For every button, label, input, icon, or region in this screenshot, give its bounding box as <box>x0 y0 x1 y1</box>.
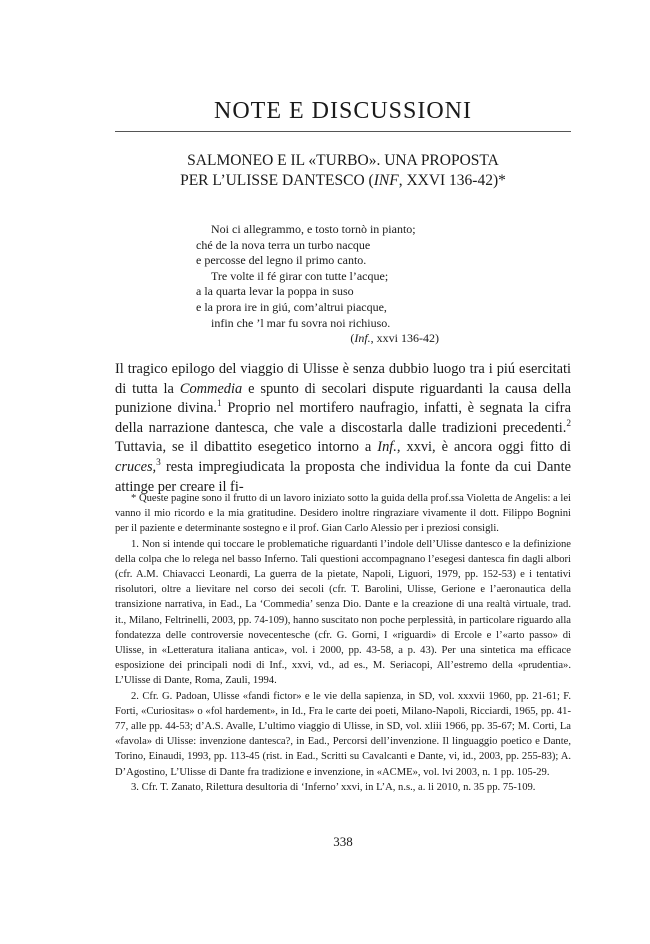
body-paragraph <box>115 360 571 497</box>
poem-line: ché de la nova terra un turbo nacque <box>196 237 371 252</box>
body-italic: Inf. <box>377 439 397 456</box>
body-text-span: resta impregiudicata la proposta che individua la fonte da cui Dante attinge per creare il fi- <box>115 458 571 495</box>
body-text-span: Proprio nel mortifero naufragio, infatti, è segnata la cifra della narrazione dantesca, che vale a discostarla dalle tradizioni precedenti. <box>115 400 571 436</box>
poem-line: e la prora ire in giú, com’altrui piacque, <box>196 299 387 314</box>
section-title: NOTE E DISCUSSIONI <box>214 98 472 124</box>
poem-citation <box>196 331 456 347</box>
article-title-line1: SALMONEO E IL «TURBO». UNA PROPOSTA <box>187 152 499 169</box>
poem-citation-open: ( <box>350 331 355 346</box>
body-text-span: Tuttavia, se il dibattito esegetico intorno a <box>115 439 378 456</box>
article-title <box>115 151 571 191</box>
poem-line: a la quarta levar la poppa in suso <box>196 284 354 299</box>
article-title-line2-italic: INF <box>373 172 399 189</box>
poem-line: Tre volte il fé girar con tutte l’acque; <box>211 268 389 283</box>
footnote-star: * Queste pagine sono il frutto di un lavoro iniziato sotto la guida della prof.ssa Violetta de Angelis: a lei vanno il mio ricordo e la mia gratitudine. Desidero inoltre ringraziare vivamente il dott. Filippo Bognini per il paziente e determinante sostegno e il prof. Gian Carlo Alessio per i preziosi consigli. <box>115 493 571 535</box>
poem-line: e percosse del legno il primo canto. <box>196 253 367 268</box>
title-rule <box>115 131 571 132</box>
body-italic: cruces, <box>115 458 157 475</box>
article-title-line2-post: , XXVI 136-42)* <box>398 172 506 189</box>
poem-line: Noi ci allegrammo, e tosto tornò in pianto; <box>211 222 416 236</box>
body-text-span: e spunto di secolari dispute riguardanti la causa della punizione divina. <box>115 380 571 417</box>
footnote-ref[interactable]: 1 <box>217 399 222 410</box>
poem-epigraph <box>196 222 456 347</box>
body-text-span: Il tragico epilogo del viaggio di Ulisse è senza dubbio luogo tra i piú esercitati di tutta la <box>115 361 571 397</box>
body-text-span: , xxvi, è ancora oggi fitto di <box>396 439 571 456</box>
body-italic: Commedia <box>179 380 243 397</box>
poem-line: infin che ’l mar fu sovra noi richiuso. <box>211 315 391 330</box>
footnote-ref[interactable]: 3 <box>156 458 161 469</box>
poem-citation-italic: Inf. <box>354 331 371 346</box>
page-number: 338 <box>333 834 353 849</box>
poem-citation-rest: , xxvi 136-42) <box>370 331 439 346</box>
footnote-ref[interactable]: 2 <box>566 418 571 429</box>
footnote-2: 2. Cfr. G. Padoan, Ulisse «fandi fictor» e le vie della sapienza, in SD, vol. xxxvii 1960, pp. 21-61; F. Forti, «Curiositas» o «fol hardement», in Id., Fra le carte dei poeti, Milano-Napoli, Ricciardi, 1965, pp. 41-77, alle pp. 44-53; d’A.S. Avalle, L’ultimo viaggio di Ulisse, in SD, vol. xliii 1966, pp. 35-67; M. Corti, La «favola» di Ulisse: invenzione dantesca?, in Ead., Percorsi dell’invenzione. Il linguaggio poetico e Dante, Torino, Einaudi, 1993, pp. 113-45 (rist. in Ead., Scritti su Cavalcanti e Dante, vi, id., 2003, pp. 255-83); A. D’Agostino, L’Ulisse di Dante fra tradizione e invenzione, in «ACME», vol. lvi 2003, n. 1 pp. 105-29. <box>115 690 571 778</box>
footnote-1: 1. Non si intende qui toccare le problematiche riguardanti l’indole dell’Ulisse dantesco e la definizione della colpa che lo relega nel basso Inferno. Tali questioni accompagnano l’esegesi dantesca fin dagli albori (cfr. A.M. Chiavacci Leonardi, La guerra de la pietate, Napoli, Liguori, 1979, pp. 152-53) e i tentativi risolutori, oltre a lievitare nel corso dei secoli (cfr. T. Barolini, Ulisse, Gerione e l’aeronautica della transizione narrativa, in Ead., La ‘Commedia’ senza Dio. Dante e la creazione di una realtà virtuale, trad. it., Milano, Feltrinelli, 2003, pp. 74-109), hanno suscitato non poche perplessità, in particolare riguardo alla fondatezza delle controversie novecentesche (cfr. G. Gorni, I «riguardi» di Ercole e l’«arto passo» di Ulisse, in «Letteratura italiana antica», vol. i 2000, pp. 43-58, a p. 43). Per una sintetica ma efficace esposizione dei principali nodi di Inf., xxvi, vd., ad es., M. Seriacopi, All’estremo della «prudentia». L’Ulisse di Dante, Roma, Zauli, 1994. <box>115 538 572 687</box>
footnote-3: 3. Cfr. T. Zanato, Rilettura desultoria di ‘Inferno’ xxvi, in L’A, n.s., a. li 2010, n. 35 pp. 75-109. <box>131 781 536 793</box>
footnotes <box>115 491 571 795</box>
article-title-line2-pre: PER L’ULISSE DANTESCO ( <box>180 172 374 189</box>
